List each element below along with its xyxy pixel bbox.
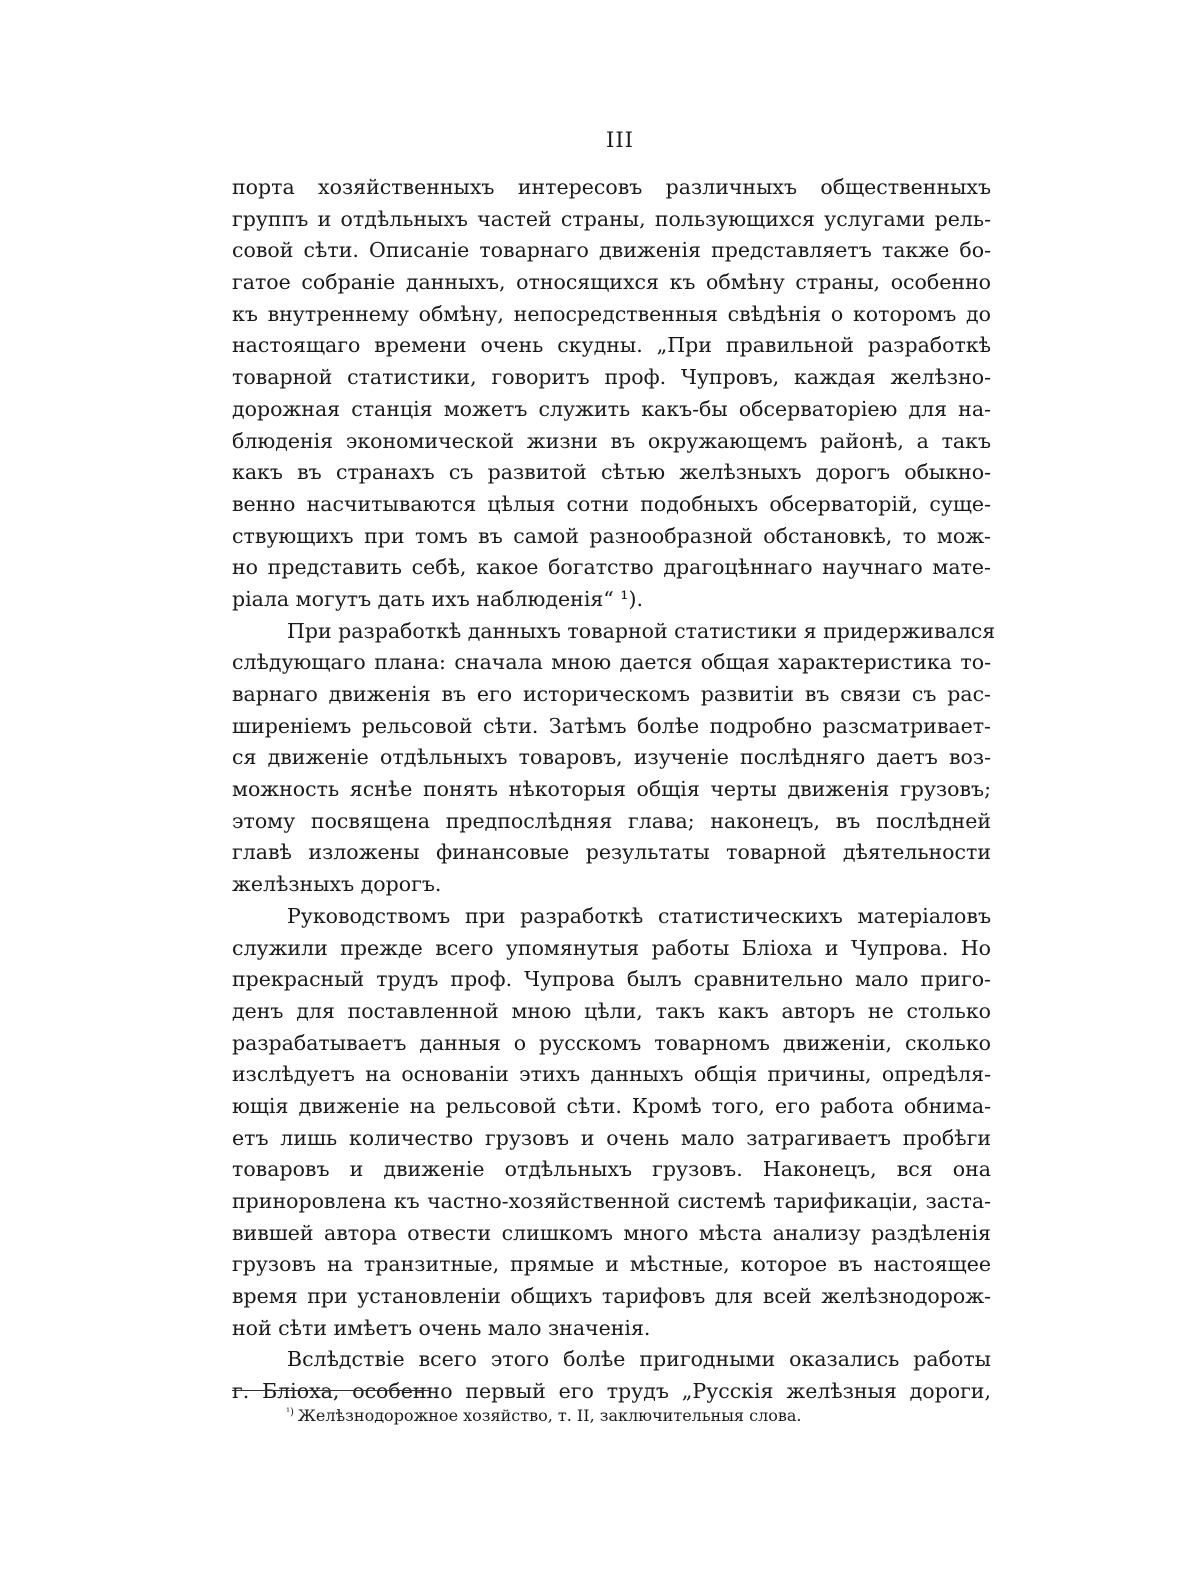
text-line: Руководствомъ при разработкѣ статистическихъ матеріаловъ xyxy=(287,903,991,928)
text-line: товаровъ и движеніе отдѣльныхъ грузовъ. Наконецъ, вся она xyxy=(232,1157,991,1182)
text-line: грузовъ на транзитные, прямые и мѣстные, которое въ настоящее xyxy=(232,1252,991,1277)
text-line: главѣ изложены финансовые результаты товарной дѣятельности xyxy=(232,840,991,865)
footnote-text: Желѣзнодорожное хозяйство, т. II, заключительныя слова. xyxy=(297,1406,802,1425)
text-line: ствующихъ при томъ въ самой разнообразной обстановкѣ, то мож- xyxy=(232,523,991,548)
text-line: разрабатываетъ данныя о русскомъ товарномъ движеніи, сколько xyxy=(232,1030,991,1055)
text-line: какъ въ странахъ съ развитой сѣтью желѣзныхъ дорогъ обыкно- xyxy=(232,460,991,485)
text-line: группъ и отдѣльныхъ частей страны, пользующихся услугами рель- xyxy=(232,206,991,231)
text-line: гатое собраніе данныхъ, относящихся къ обмѣну страны, особенно xyxy=(232,270,991,295)
footnote-marker: ¹) xyxy=(286,1407,294,1418)
text-line: денъ для поставленной мною цѣли, такъ какъ авторъ не столько xyxy=(232,998,991,1023)
text-line: приноровлена къ частно-хозяйственной системѣ тарификаціи, заста- xyxy=(232,1189,991,1213)
text-line: При разработкѣ данныхъ товарной статистики я придерживался xyxy=(287,618,996,643)
text-line: етъ лишь количество грузовъ и очень мало затрагиваетъ пробѣги xyxy=(232,1125,991,1150)
text-line: но представить себѣ, какое богатство драгоцѣннаго научнаго мате- xyxy=(232,555,991,580)
page-number: III xyxy=(606,128,634,152)
text-line: ріала могутъ дать ихъ наблюденія“ ¹). xyxy=(232,586,644,611)
text-line: къ внутреннему обмѣну, непосредственныя свѣдѣнія о которомъ до xyxy=(232,301,991,326)
footnote xyxy=(286,1406,906,1425)
text-line: ной сѣти имѣетъ очень мало значенія. xyxy=(232,1315,651,1340)
text-line: дорожная станція можетъ служить какъ-бы обсерваторіею для на- xyxy=(232,396,991,421)
text-line: служили прежде всего упомянутыя работы Бліоха и Чупрова. Но xyxy=(232,935,991,960)
text-line: можность яснѣе понять нѣкоторыя общія черты движенія грузовъ; xyxy=(232,777,991,802)
text-line: изслѣдуетъ на основаніи этихъ данныхъ общія причины, опредѣля- xyxy=(232,1062,991,1087)
footnote-divider xyxy=(232,1390,430,1391)
text-line: желѣзныхъ дорогъ. xyxy=(232,872,442,897)
text-line: настоящаго времени очень скудны. „При правильной разработкѣ xyxy=(232,333,991,358)
text-line: г. Бліоха, особенно первый его трудъ „Русскія желѣзныя дороги, xyxy=(232,1379,991,1404)
text-line: варнаго движенія въ его историческомъ развитіи въ связи съ рас- xyxy=(232,682,991,706)
text-line: венно насчитываются цѣлыя сотни подобныхъ обсерваторій, суще- xyxy=(232,491,991,516)
text-line: вившей автора отвести слишкомъ много мѣста анализу раздѣленія xyxy=(232,1220,991,1245)
text-line: этому посвящена предпослѣдняя глава; наконецъ, въ послѣдней xyxy=(232,808,991,833)
body-text xyxy=(232,172,996,1408)
text-line: блюденія экономической жизни въ окружающемъ районѣ, а такъ xyxy=(232,428,991,453)
text-line: ющія движеніе на рельсовой сѣти. Кромѣ того, его работа обнима- xyxy=(232,1093,991,1118)
text-line: время при установленіи общихъ тарифовъ для всей желѣзнодорож- xyxy=(232,1284,991,1309)
text-line: слѣдующаго плана: сначала мною дается общая характеристика то- xyxy=(232,650,991,675)
text-line: прекрасный трудъ проф. Чупрова былъ сравнительно мало приго- xyxy=(232,967,991,992)
text-line: совой сѣти. Описаніе товарнаго движенія представляетъ также бо- xyxy=(232,238,991,263)
text-line: Вслѣдствіе всего этого болѣе пригодными оказались работы xyxy=(287,1347,991,1372)
text-line: ся движеніе отдѣльныхъ товаровъ, изученіе послѣдняго даетъ воз- xyxy=(232,745,991,770)
text-line: порта хозяйственныхъ интересовъ различныхъ общественныхъ xyxy=(232,175,991,199)
text-line: товарной статистики, говоритъ проф. Чупровъ, каждая желѣзно- xyxy=(232,365,991,390)
text-line: ширеніемъ рельсовой сѣти. Затѣмъ болѣе подробно разсматривает- xyxy=(232,713,991,738)
